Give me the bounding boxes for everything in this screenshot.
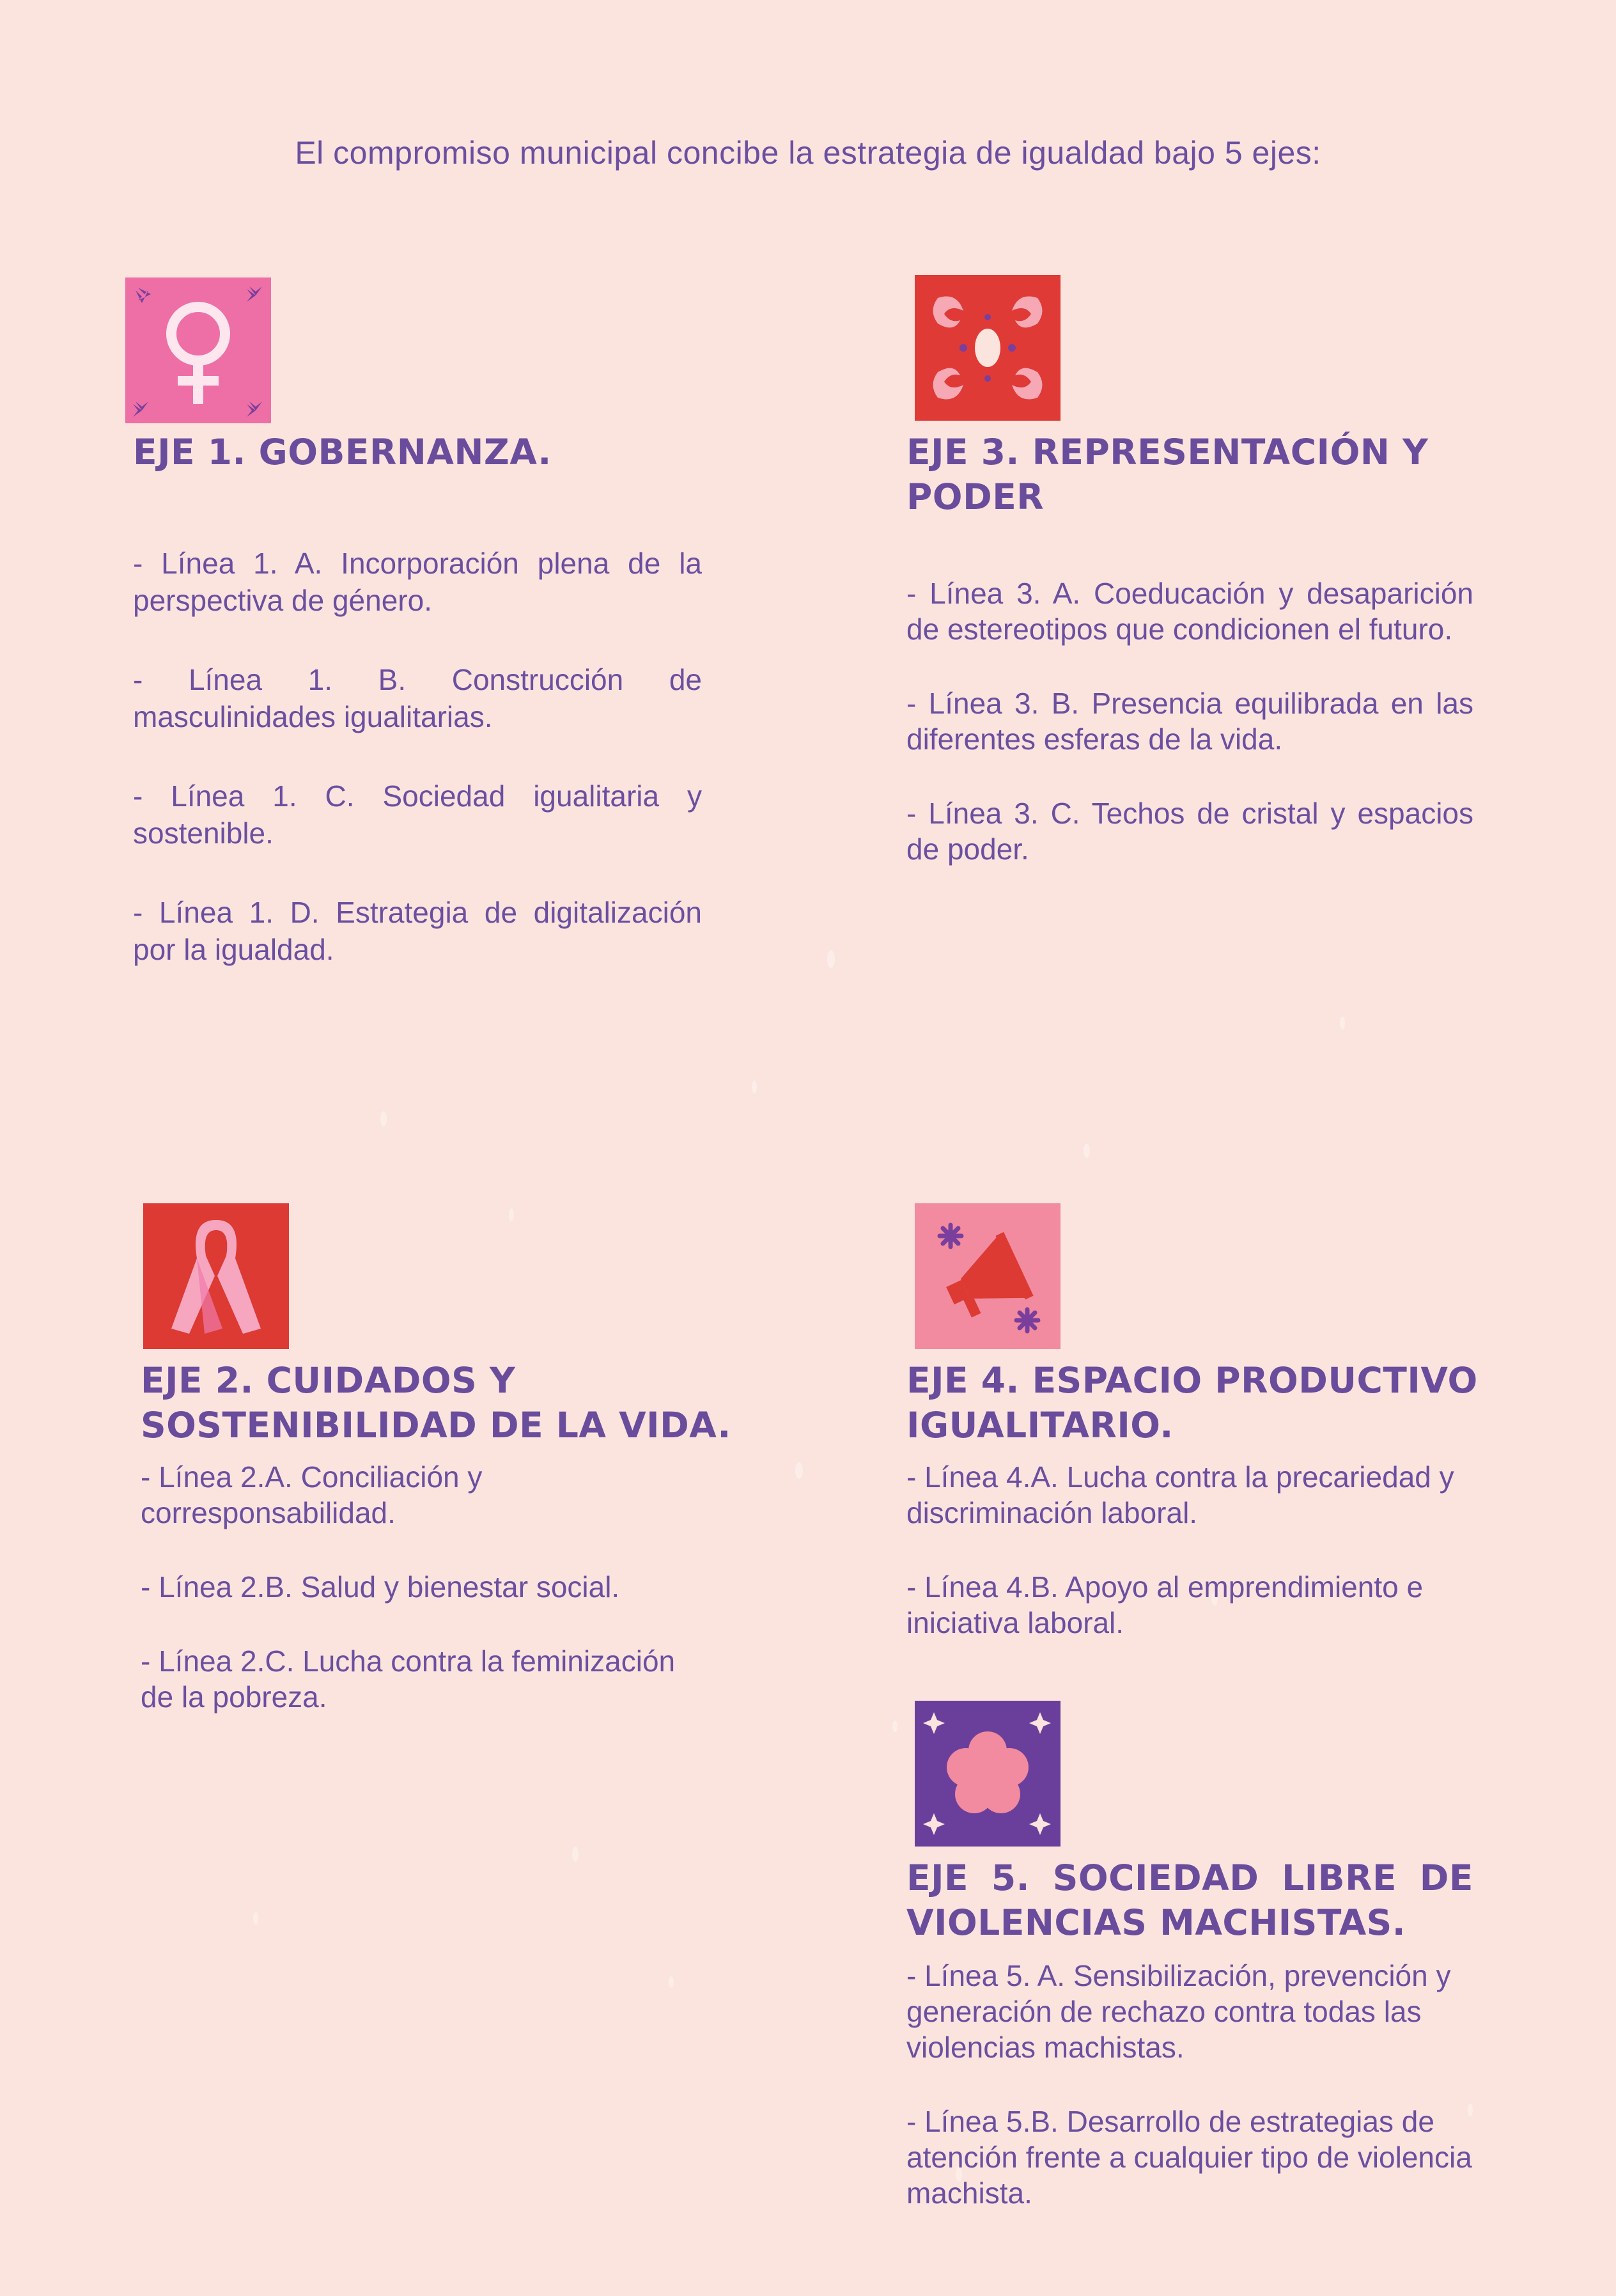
eje-5-line-b: - Línea 5.B. Desarrollo de estrategias de atención frente a cualquier tipo de violencia machista. (906, 2105, 1472, 2210)
eje-2-line-c: - Línea 2.C. Lucha contra la feminización de la pobreza. (141, 1644, 676, 1714)
eje-1-title: EJE 1. GOBERNANZA. (133, 432, 552, 472)
eje-4-title: EJE 4. ESPACIO PRODUCTIVO IGUALITARIO. (906, 1360, 1478, 1446)
eje-3-line-c: - Línea 3. C. Techos de cristal y espacios de poder. (906, 797, 1473, 866)
eje-2-title: EJE 2. CUIDADOS Y SOSTENIBILIDAD DE LA VIDA. (141, 1360, 731, 1446)
eje-4-line-a: - Línea 4.A. Lucha contra la precariedad y discriminación laboral. (906, 1460, 1454, 1529)
eje-5-line-a: - Línea 5. A. Sensibilización, prevención y generación de rechazo contra todas las violencias machistas. (906, 1959, 1451, 2064)
awareness-ribbon-icon (141, 1201, 291, 1352)
eje-3-line-a: - Línea 3. A. Coeducación y desaparición de estereotipos que condicionen el futuro. (906, 577, 1473, 646)
eje-3-line-b: - Línea 3. B. Presencia equilibrada en las diferentes esferas de la vida. (906, 687, 1473, 756)
eje-2-line-a: - Línea 2.A. Conciliación y corresponsabilidad. (141, 1460, 483, 1529)
eje-1-line-d: - Línea 1. D. Estrategia de digitalización por la igualdad. (133, 896, 702, 966)
eje-4-line-b: - Línea 4.B. Apoyo al emprendimiento e iniciativa laboral. (906, 1570, 1424, 1639)
intro-text: El compromiso municipal concibe la estrategia de igualdad bajo 5 ejes: (295, 135, 1321, 171)
megaphone-icon (912, 1201, 1063, 1352)
venus-symbol-icon (123, 275, 274, 426)
flower-icon (912, 1698, 1063, 1849)
eje-5-title: EJE 5. SOCIEDAD LIBRE DE VIOLENCIAS MACHISTAS. (906, 1857, 1473, 1943)
eje-1-line-a: - Línea 1. A. Incorporación plena de la perspectiva de género. (133, 547, 702, 617)
eje-1-line-c: - Línea 1. C. Sociedad igualitaria y sostenible. (133, 779, 702, 850)
eje-3-title: EJE 3. REPRESENTACIÓN Y PODER (906, 432, 1429, 517)
ornament-tile-icon (912, 272, 1063, 423)
eje-2-line-b: - Línea 2.B. Salud y bienestar social. (141, 1570, 620, 1604)
eje-1-line-b: - Línea 1. B. Construcción de masculinidades igualitarias. (133, 663, 702, 733)
